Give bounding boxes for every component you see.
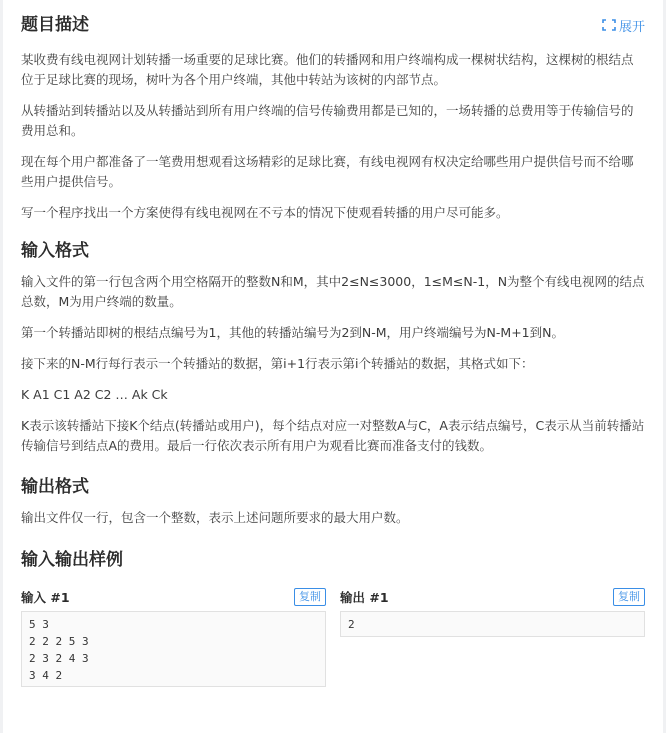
description-paragraph: 从转播站到转播站以及从转播站到所有用户终端的信号传输费用都是已知的，一场转播的总费用等于传输信号的费用总和。: [21, 103, 634, 138]
input-format-title: 输入格式: [21, 241, 89, 261]
sample-input-label: 输入 #1: [21, 590, 70, 605]
sample-output: [340, 587, 645, 687]
input-format-section: [21, 272, 645, 456]
sample-output-header: [340, 587, 645, 607]
sample-input-code: 5 3 2 2 2 5 3 2 3 2 4 3 3 4 2: [21, 611, 326, 687]
input-format-paragraph: 第一个转播站即树的根结点编号为1，其他的转播站编号为2到N-M，用户终端编号为N-M+1到N。: [21, 325, 564, 340]
input-format-paragraph: 接下来的N-M行每行表示一个转播站的数据，第i+1行表示第i个转播站的数据，其格式如下：: [21, 356, 534, 371]
description-header: [21, 14, 645, 36]
problem-card: [3, 0, 663, 733]
input-format-paragraph: K A1 C1 A2 C2 … Ak Ck: [21, 387, 168, 402]
description-title: 题目描述: [21, 15, 89, 35]
sample-input-header: [21, 587, 326, 607]
output-format-paragraph: 输出文件仅一行，包含一个整数，表示上述问题所要求的最大用户数。: [21, 510, 409, 525]
expand-button[interactable]: [602, 16, 645, 35]
output-format-title: 输出格式: [21, 477, 89, 497]
description-paragraph: 写一个程序找出一个方案使得有线电视网在不亏本的情况下使观看转播的用户尽可能多。: [21, 205, 509, 220]
expand-icon: [602, 19, 616, 31]
description-paragraph: 现在每个用户都准备了一笔费用想观看这场精彩的足球比赛，有线电视网有权决定给哪些用户提供信号而不给哪些用户提供信号。: [21, 154, 634, 189]
copy-output-button[interactable]: 复制: [613, 588, 645, 606]
description-paragraph: 某收费有线电视网计划转播一场重要的足球比赛。他们的转播网和用户终端构成一棵树状结构，这棵树的根结点位于足球比赛的现场，树叶为各个用户终端，其他中转站为该树的内部节点。: [21, 52, 634, 87]
sample-output-label: 输出 #1: [340, 590, 389, 605]
sample-output-code: 2: [340, 611, 645, 637]
input-format-paragraph: 输入文件的第一行包含两个用空格隔开的整数N和M，其中2≤N≤3000，1≤M≤N-1，N为整个有线电视网的结点总数，M为用户终端的数量。: [21, 274, 645, 309]
samples-section: [21, 587, 645, 687]
input-format-paragraph: K表示该转播站下接K个结点(转播站或用户)，每个结点对应一对整数A与C，A表示结点编号，C表示从当前转播站传输信号到结点A的费用。最后一行依次表示所有用户为观看比赛而准备支付的钱数。: [21, 418, 645, 453]
samples-title: 输入输出样例: [21, 550, 123, 570]
copy-input-button[interactable]: 复制: [294, 588, 326, 606]
output-format-section: [21, 508, 645, 528]
expand-label: 展开: [618, 19, 645, 35]
description-section: [21, 50, 645, 223]
sample-input: [21, 587, 326, 687]
